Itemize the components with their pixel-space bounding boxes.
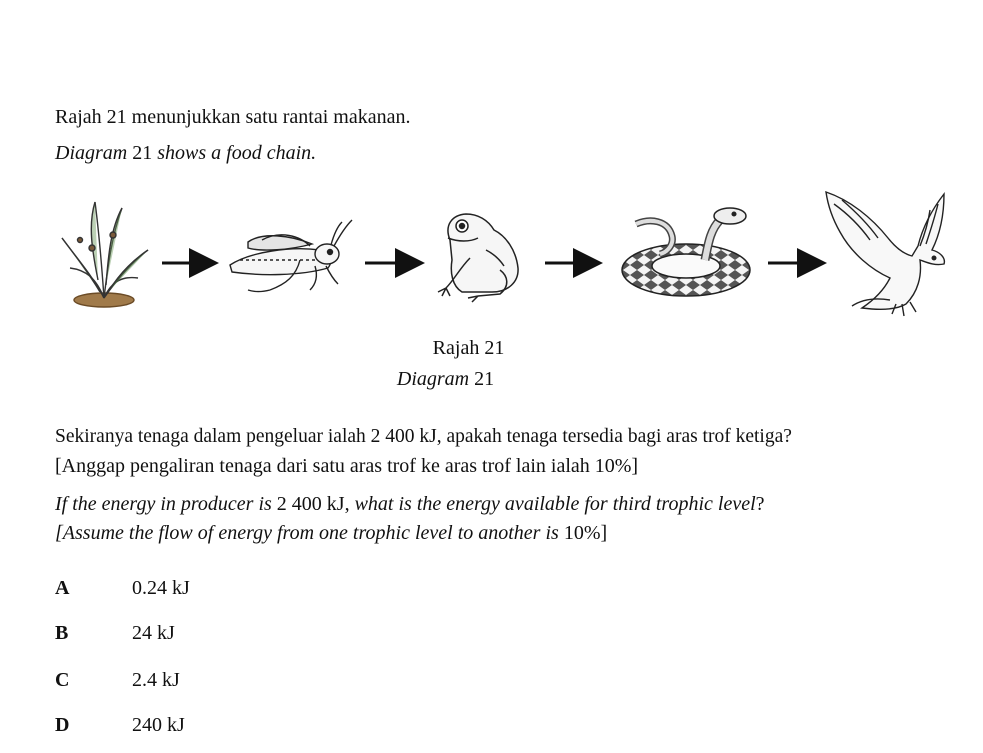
- diagram-caption-english: [0, 366, 983, 392]
- q-en1-a: If the energy in producer is: [55, 493, 272, 515]
- caption-english-word: Diagram: [396, 368, 470, 390]
- intro-malay: Rajah 21 menunjukkan satu rantai makanan.: [55, 106, 411, 128]
- intro-english-suffix: shows a food chain.: [157, 142, 317, 164]
- grasshopper-icon: [230, 220, 352, 292]
- q-en1-c: what is the energy available for third trophic level: [354, 493, 756, 515]
- q-en2-a: [Assume the flow of energy from one trophic level to another is: [55, 522, 559, 544]
- food-chain-diagram: [0, 180, 983, 330]
- option-value: 0.24 kJ: [132, 577, 190, 599]
- snake-icon: [622, 208, 750, 296]
- caption-english-num: 21: [474, 368, 495, 390]
- intro-english-num: 21: [132, 142, 153, 164]
- option-value: 24 kJ: [132, 622, 175, 644]
- q-en1-b: 2 400 kJ,: [276, 493, 350, 515]
- option-letter: D: [55, 714, 70, 736]
- intro-english: [55, 140, 316, 166]
- option-value: 2.4 kJ: [132, 669, 180, 691]
- option-letter: B: [55, 622, 69, 644]
- option-letter: A: [55, 577, 70, 599]
- q-en1-d: ?: [755, 493, 765, 515]
- question-english-line2: [55, 520, 607, 546]
- plant-icon: [62, 202, 148, 307]
- frog-icon: [438, 214, 518, 302]
- eagle-icon: [826, 192, 944, 316]
- q-en2-b: 10%]: [563, 522, 608, 544]
- caption-malay-text: Rajah 21: [432, 337, 505, 359]
- option-value: 240 kJ: [132, 714, 185, 736]
- intro-english-prefix: Diagram: [55, 142, 128, 164]
- question-english-line1: [55, 491, 765, 517]
- question-malay-line1: Sekiranya tenaga dalam pengeluar ialah 2 400 kJ, apakah tenaga tersedia bagi aras trof ketiga?: [55, 426, 792, 447]
- diagram-caption-malay: [0, 335, 983, 361]
- question-malay-line2: [Anggap pengaliran tenaga dari satu aras trof ke aras trof lain ialah 10%]: [55, 455, 639, 477]
- option-letter: C: [55, 669, 70, 691]
